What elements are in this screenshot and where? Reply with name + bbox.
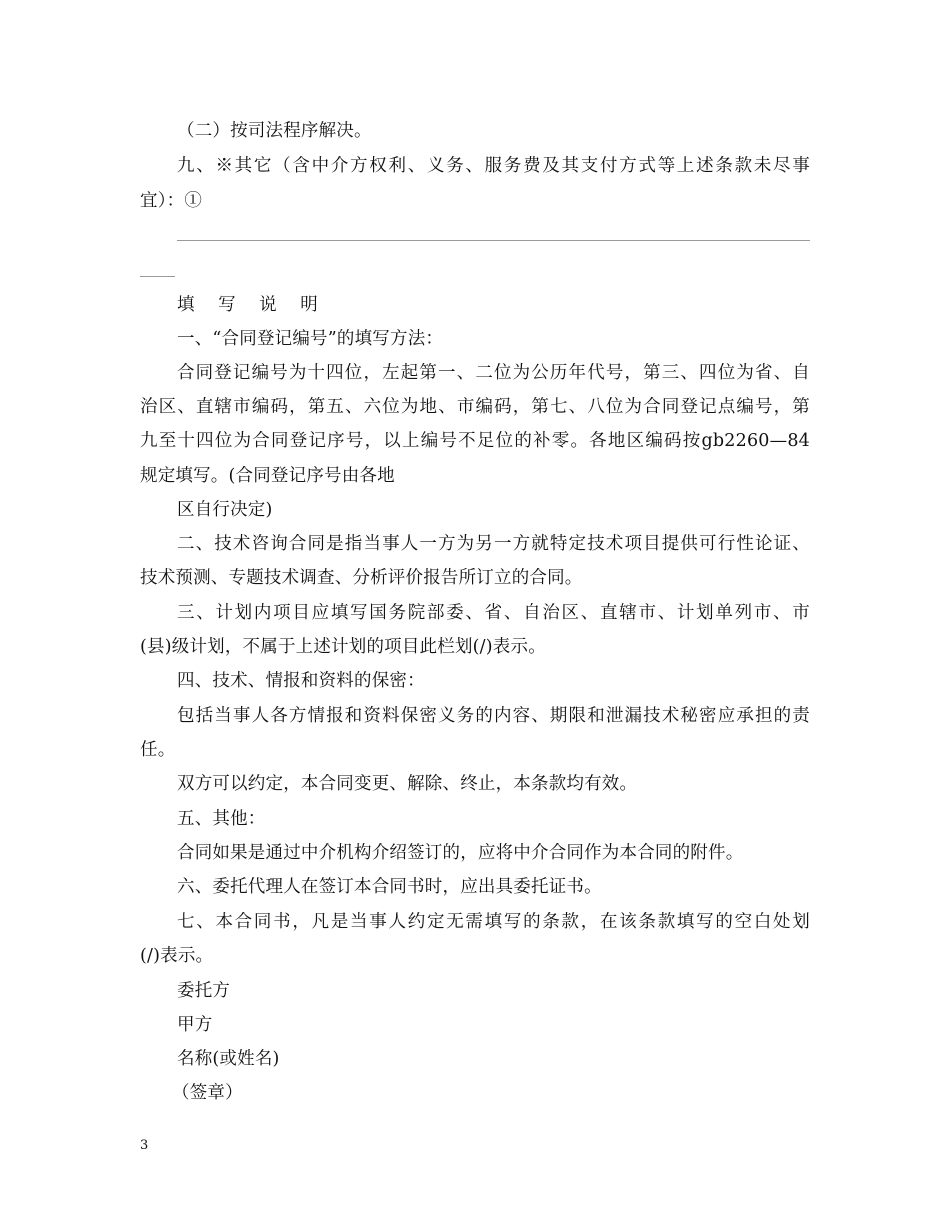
fill-in-blank-line — [177, 240, 810, 241]
instruction-one-heading: 一、“合同登记编号”的填写方法： — [177, 329, 444, 349]
instruction-three-line-1: 三、计划内项目应填写国务院部委、省、自治区、直辖市、计划单列市、市 — [177, 603, 810, 623]
fill-in-blank-line-end — [140, 276, 175, 277]
instruction-one-line-1: 合同登记编号为十四位，左起第一、二位为公历年代号，第三、四位为省、自 — [177, 363, 810, 383]
signature-party-a-label: 甲方 — [177, 1015, 213, 1035]
instruction-six: 六、委托代理人在签订本合同书时，应出具委托证书。 — [177, 877, 602, 897]
instruction-seven-line-1: 七、本合同书，凡是当事人约定无需填写的条款，在该条款填写的空白处划 — [177, 912, 810, 932]
instruction-four-line-3: 双方可以约定，本合同变更、解除、终止，本条款均有效。 — [177, 774, 638, 794]
signature-name-label: 名称(或姓名) — [177, 1049, 280, 1069]
instruction-five-line-1: 合同如果是通过中介机构介绍签订的，应将中介合同作为本合同的附件。 — [177, 843, 744, 863]
clause-resolution-judicial: （二）按司法程序解决。 — [177, 121, 372, 141]
instructions-heading: 填 写 说 明 — [177, 295, 327, 315]
page-number: 3 — [140, 1138, 149, 1153]
instruction-four-line-1: 包括当事人各方情报和资料保密义务的内容、期限和泄漏技术秘密应承担的责 — [177, 706, 810, 726]
instruction-three-line-2: (县)级计划，不属于上述计划的项目此栏划(/)表示。 — [140, 637, 546, 657]
instruction-two-line-2: 技术预测、专题技术调查、分析评价报告所订立的合同。 — [140, 568, 583, 588]
instruction-one-line-3: 九至十四位为合同登记序号，以上编号不足位的补零。各地区编码按gb2260—84 — [140, 431, 810, 451]
instruction-one-line-4: 规定填写。(合同登记序号由各地 — [140, 466, 395, 486]
instruction-two-line-1: 二、技术咨询合同是指当事人一方为另一方就特定技术项目提供可行性论证、 — [177, 534, 810, 554]
signature-client-label: 委托方 — [177, 981, 231, 1001]
clause-nine-other: 九、※其它（含中介方权利、义务、服务费及其支付方式等上述条款未尽事 — [177, 156, 810, 176]
instruction-one-line-5: 区自行决定) — [177, 500, 273, 520]
clause-nine-continuation: 宜）：① — [140, 191, 203, 211]
instruction-one-line-2: 治区、直辖市编码，第五、六位为地、市编码，第七、八位为合同登记点编号，第 — [140, 397, 810, 417]
instruction-four-heading: 四、技术、情报和资料的保密： — [177, 671, 425, 691]
instruction-five-heading: 五、其他： — [177, 809, 266, 829]
signature-seal-label: （签章） — [172, 1083, 243, 1103]
instruction-four-line-2: 任。 — [140, 740, 176, 760]
instruction-seven-line-2: (/)表示。 — [140, 946, 214, 966]
